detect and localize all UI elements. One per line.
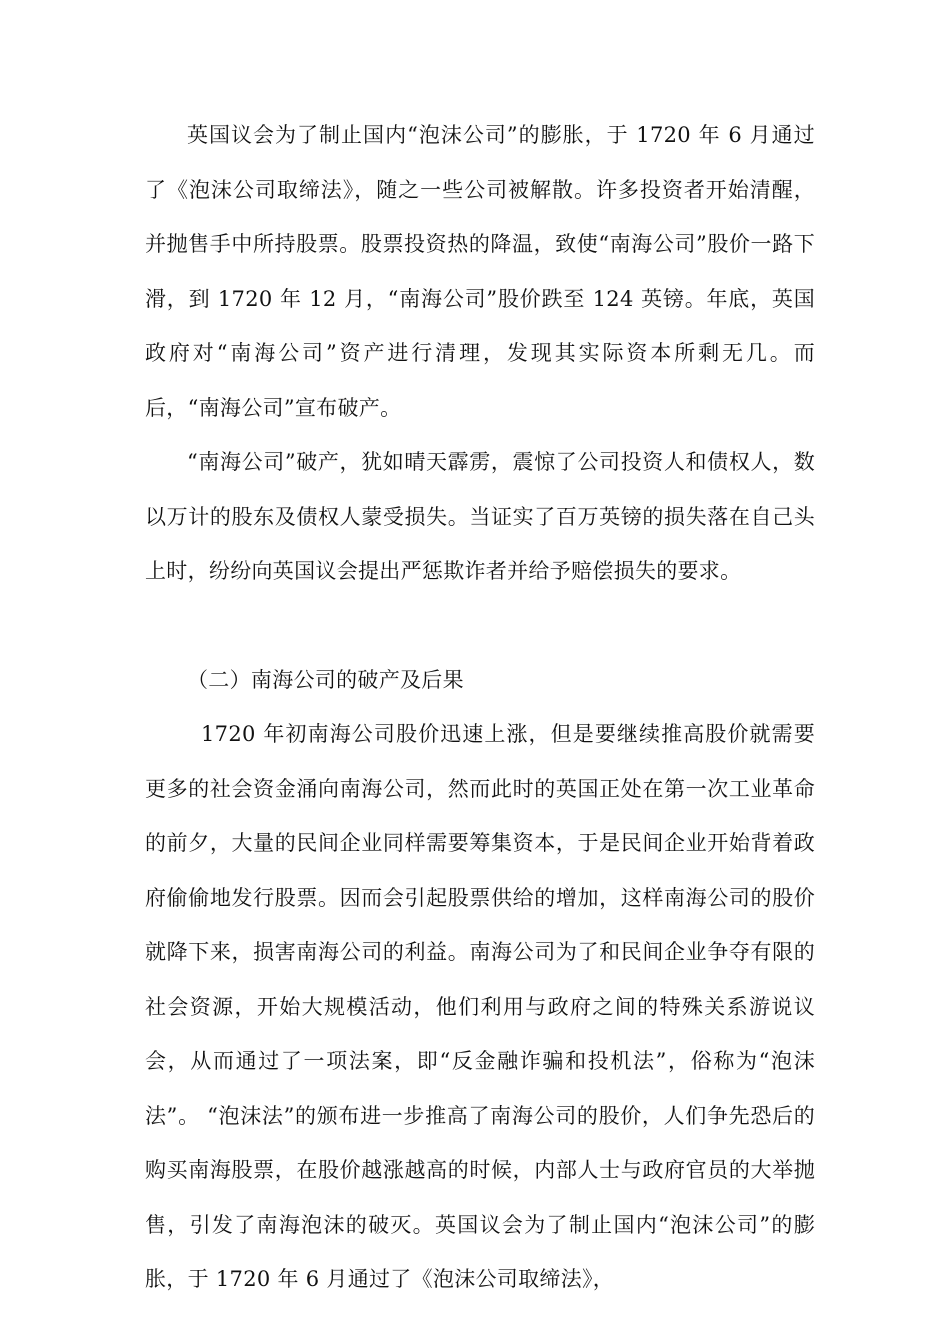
paragraph-bubble-act: 英国议会为了制止国内“泡沫公司”的膨胀，于 1720 年 6 月通过了《泡沫公司取缔法》，随之一些公司被解散。许多投资者开始清醒，并抛售手中所持股票。股票投资热的降温，致使“南海公司”股价一路下滑，到 1720 年 12 月，“南海公司”股价跌至 124 英镑。年底，英国政府对“南海公司”资产进行清理，发现其实际资本所剩无几。而后，“南海公司”宣布破产。 [145, 123, 815, 420]
document-page [145, 108, 815, 1307]
section-spacer [145, 599, 815, 653]
section-heading: （二）南海公司的破产及后果 [187, 667, 464, 692]
paragraph-bankruptcy-impact: “南海公司”破产，犹如晴天霹雳，震惊了公司投资人和债权人，数以万计的股东及债权人蒙受损失。当证实了百万英镑的损失落在自己头上时，纷纷向英国议会提出严惩欺诈者并给予赔偿损失的要求。 [145, 450, 815, 583]
paragraph-stock-rise: 1720 年初南海公司股价迅速上涨，但是要继续推高股价就需要更多的社会资金涌向南海公司，然而此时的英国正处在第一次工业革命的前夕，大量的民间企业同样需要筹集资本，于是民间企业开始背着政府偷偷地发行股票。因而会引起股票供给的增加，这样南海公司的股价就降下来，损害南海公司的利益。南海公司为了和民间企业争夺有限的社会资源，开始大规模活动，他们利用与政府之间的特殊关系游说议会，从而通过了一项法案，即“反金融诈骗和投机法”，俗称为“泡沫法”。 “泡沫法”的颁布进一步推高了南海公司的股价，人们争先恐后的购买南海股票，在股价越涨越高的时候，内部人士与政府官员的大举抛售，引发了南海泡沫的破灭。英国议会为了制止国内“泡沫公司”的膨胀，于 1720 年 6 月通过了《泡沫公司取缔法》， [145, 722, 815, 1291]
